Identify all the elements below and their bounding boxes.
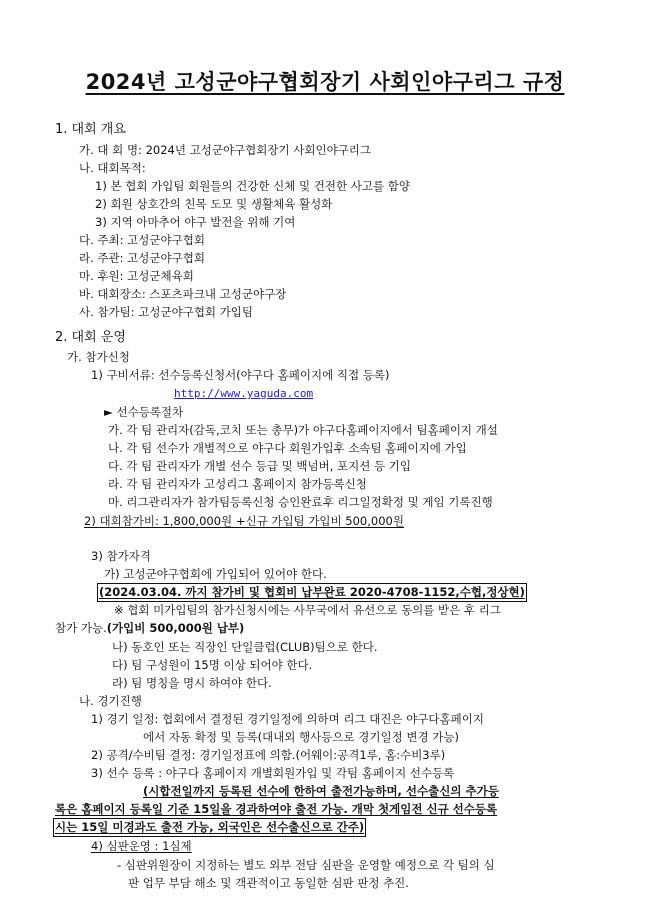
required-documents: 1) 구비서류: 선수등록신청서(야구다 홈페이지에 직접 등록) [91, 368, 390, 382]
event-name: 가. 대 회 명: 2024년 고성군야구협회장기 사회인야구리그 [79, 143, 372, 157]
host: 다. 주최: 고성군야구협회 [79, 233, 205, 247]
participation-fee: 2) 대회참가비: 1,800,000원 +신규 가입팀 가입비 500,000원 [84, 514, 404, 528]
purpose-1: 1) 본 협회 가입팀 회원들의 건강한 신체 및 건전한 사고를 함양 [95, 179, 410, 193]
application-label: 가. 참가신청 [67, 350, 130, 364]
purpose-3: 3) 지역 아마추어 야구 발전을 위해 기여 [95, 215, 296, 229]
procedure-step: 라. 각 팀 관리자가 고성리그 홈페이지 참가등록신청 [108, 477, 367, 491]
organizer: 라. 주관: 고성군야구협회 [79, 251, 205, 265]
eligibility-c: 다) 팀 구성원이 15명 이상 되어야 한다. [112, 658, 313, 672]
purpose-label: 나. 대회목적: [79, 161, 146, 175]
eligibility-b: 나) 동호인 또는 직장인 단일클럽(CLUB)팀으로 한다. [112, 640, 378, 654]
payment-deadline: (2024.03.04. 까지 참가비 및 협회비 납부완료 2020-4708-1152,수협,정상현) [99, 585, 525, 599]
unregistered-team-note: ※ 협회 미가입팀의 참가신청시에는 사무국에서 유선으로 동의를 받은 후 리그 [114, 603, 501, 617]
player-registration-rule-3: 시는 15일 미경과도 출전 가능, 외국인은 선수출신으로 간주) [55, 820, 365, 834]
venue: 바. 대회장소: 스포츠파크내 고성군야구장 [79, 287, 287, 301]
game-schedule-cont: 에서 자동 확정 및 등록(대내외 행사등으로 경기일정 변경 가능) [143, 730, 459, 744]
document-title: 2024년 고성군야구협회장기 사회인야구리그 규정 [85, 70, 565, 94]
procedure-step: 다. 각 팀 관리자가 개별 선수 등급 및 백넘버, 포지션 등 기입 [108, 459, 412, 473]
yaguda-link[interactable]: http://www.yaguda.com [174, 387, 314, 400]
umpire-operation: 4) 심판운영 : 1심제 [91, 839, 192, 853]
eligibility-d: 라) 팀 명칭을 명시 하여야 한다. [112, 676, 272, 690]
purpose-2: 2) 회원 상호간의 친목 도모 및 생활체육 활성화 [95, 197, 333, 211]
section-2-heading: 2. 대회 운영 [55, 330, 126, 345]
game-progress-label: 나. 경기진행 [79, 694, 142, 708]
player-registration-rule-2: 록은 홈페이지 등록일 기준 15일을 경과하여야 출전 가능. 개막 첫게임전 신규 선수등록 [55, 802, 498, 816]
procedure-step: 나. 각 팀 선수가 개별적으로 야구다 회원가입후 소속팀 홈페이지에 가입 [108, 441, 467, 455]
sponsor: 마. 후원: 고성군체육회 [79, 269, 194, 283]
umpire-detail: - 심판위원장이 지정하는 별도 외부 전담 심판을 운영할 예정으로 각 팀의 심 [117, 858, 495, 872]
umpire-detail-cont: 판 업무 부담 해소 및 객관적이고 동일한 심판 판정 추진. [128, 876, 409, 890]
unregistered-team-note-cont: 참가 가능.(가입비 500,000원 납부) [55, 621, 245, 635]
procedure-step: 마. 리그관리자가 참가팀등록신청 승인완료후 리그일정확정 및 게임 기록진행 [108, 495, 493, 509]
game-schedule: 1) 경기 일정: 협회에서 결정된 경기일정에 의하며 리그 대진은 야구다홈페이지 [91, 712, 484, 726]
procedure-step: 가. 각 팀 관리자(감독,코치 또는 총무)가 야구다홈페이지에서 팀홈페이지 개설 [108, 423, 498, 437]
player-registration-rule-1: (시합전일까지 등록된 선수에 한하여 출전가능하며, 선수출신의 추가등 [143, 784, 499, 798]
participants: 사. 참가팀: 고성군야구협회 가입팀 [79, 305, 254, 319]
offense-defense: 2) 공격/수비팀 결정: 경기일정표에 의함.(어웨이:공격1루, 홈:수비3루) [91, 748, 446, 762]
section-1-heading: 1. 대회 개요 [55, 122, 126, 137]
eligibility-a: 가) 고성군야구협회에 가입되어 있어야 한다. [104, 567, 327, 581]
registration-procedure-title: ► 선수등록절차 [104, 405, 184, 419]
eligibility-label: 3) 참가자격 [91, 549, 151, 563]
player-registration: 3) 선수 등록 : 야구다 홈페이지 개별회원가입 및 각팀 홈페이지 선수등록 [91, 766, 455, 780]
